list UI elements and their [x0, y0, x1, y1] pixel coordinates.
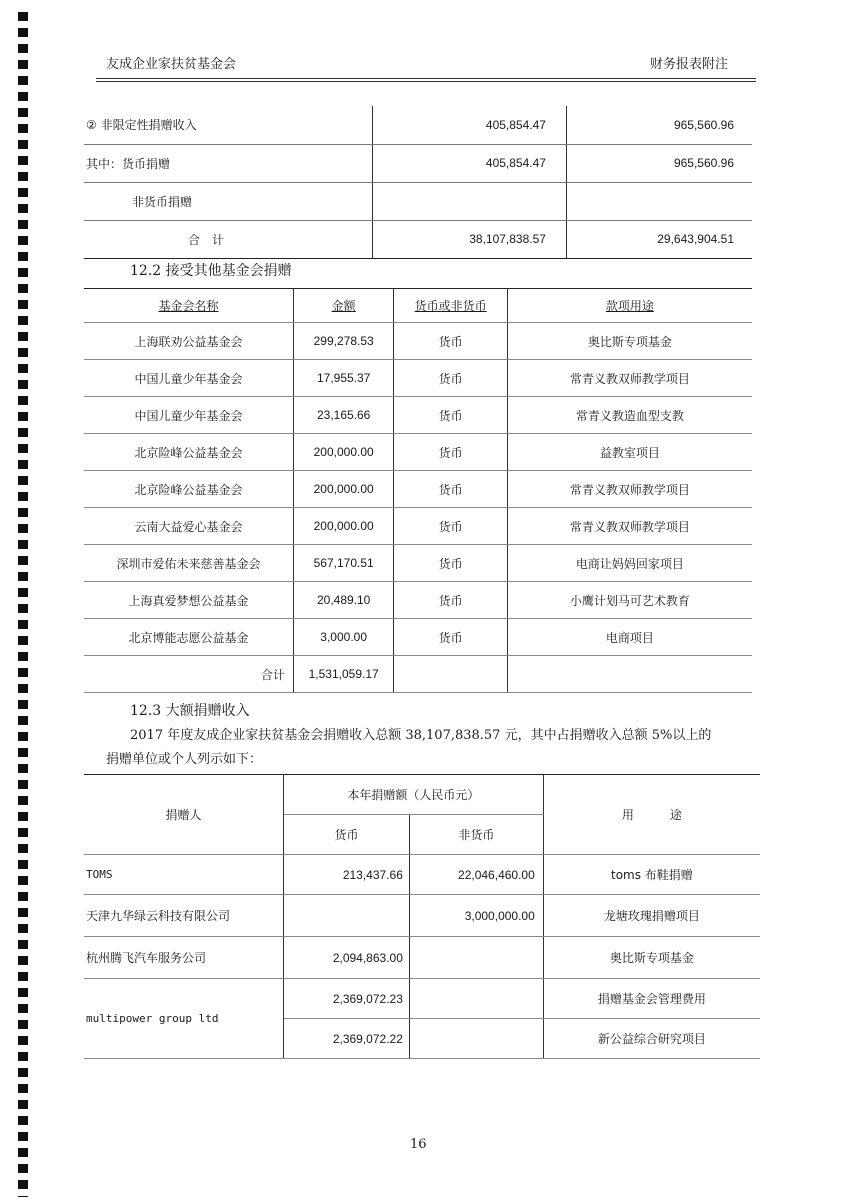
- current-amount: [373, 182, 567, 220]
- table-header-row: [84, 775, 760, 815]
- large-donations-table: [84, 774, 760, 1059]
- donor: 天津九华绿云科技有限公司: [84, 895, 284, 937]
- row-label: 合 计: [84, 220, 373, 258]
- amount: 200,000.00: [293, 471, 394, 508]
- foundation-name: 深圳市爱佑未来慈善基金会: [84, 545, 293, 582]
- previous-amount: 965,560.96: [566, 144, 752, 182]
- section-heading-12-3: 12.3 大额捐赠收入: [130, 703, 250, 719]
- table-row: [84, 508, 752, 545]
- cash-amount: 2,369,072.23: [284, 979, 410, 1019]
- noncash-amount: [409, 1019, 543, 1059]
- purpose: 奥比斯专项基金: [507, 323, 752, 360]
- current-amount: 405,854.47: [373, 106, 567, 144]
- table-header-row: [84, 289, 752, 323]
- donor: multipower group ltd: [84, 979, 284, 1059]
- header-amount: 本年捐赠额（人民币元）: [284, 775, 544, 815]
- table-row: [84, 434, 752, 471]
- header-amount: 金额: [293, 289, 394, 323]
- purpose: 常青义教造血型支教: [507, 397, 752, 434]
- donor: TOMS: [84, 855, 284, 895]
- header-purpose: 用 途: [543, 775, 760, 855]
- purpose: 常青义教双师教学项目: [507, 360, 752, 397]
- foundation-name: 北京险峰公益基金会: [84, 434, 293, 471]
- table-row: [84, 855, 760, 895]
- table-row: [84, 144, 752, 182]
- total-amount: 1,531,059.17: [293, 656, 394, 693]
- table-row: [84, 619, 752, 656]
- cash-amount: 2,369,072.22: [284, 1019, 410, 1059]
- purpose: 电商项目: [507, 619, 752, 656]
- purpose: 龙塘玫瑰捐赠项目: [543, 895, 760, 937]
- table-row: [84, 182, 752, 220]
- table-row: [84, 106, 752, 144]
- currency-type: 货币: [394, 471, 507, 508]
- previous-amount: 965,560.96: [566, 106, 752, 144]
- currency-type: 货币: [394, 508, 507, 545]
- purpose: 奥比斯专项基金: [543, 937, 760, 979]
- cash-amount: 2,094,863.00: [284, 937, 410, 979]
- currency-type: 货币: [394, 323, 507, 360]
- currency-type: 货币: [394, 397, 507, 434]
- total-label: 合计: [84, 656, 293, 693]
- table-row: [84, 323, 752, 360]
- previous-amount: [566, 182, 752, 220]
- noncash-amount: 3,000,000.00: [409, 895, 543, 937]
- cash-amount: [284, 895, 410, 937]
- currency-type: 货币: [394, 582, 507, 619]
- table-row: [84, 220, 752, 258]
- table-row: [84, 937, 760, 979]
- amount: 299,278.53: [293, 323, 394, 360]
- amount: 3,000.00: [293, 619, 394, 656]
- empty-cell: [394, 656, 507, 693]
- table-total-row: [84, 656, 752, 693]
- table-row: [84, 895, 760, 937]
- paragraph-line-2: 捐赠单位或个人列示如下：: [106, 752, 263, 767]
- current-amount: 38,107,838.57: [373, 220, 567, 258]
- table-row: [84, 471, 752, 508]
- foundation-name: 上海真爱梦想公益基金: [84, 582, 293, 619]
- purpose: 小鹰计划马可艺术教育: [507, 582, 752, 619]
- header-org: 友成企业家扶贫基金会: [106, 57, 237, 72]
- header-rule: [96, 78, 756, 79]
- header-cash: 货币: [284, 815, 410, 855]
- table-row: [84, 397, 752, 434]
- header-rule-2: [96, 81, 756, 82]
- binding-holes: [18, 12, 28, 1197]
- currency-type: 货币: [394, 360, 507, 397]
- header-noncash: 非货币: [409, 815, 543, 855]
- donor: 杭州腾飞汽车服务公司: [84, 937, 284, 979]
- table-row: [84, 979, 760, 1019]
- noncash-amount: [409, 937, 543, 979]
- purpose: 常青义教双师教学项目: [507, 508, 752, 545]
- cash-amount: 213,437.66: [284, 855, 410, 895]
- noncash-amount: [409, 979, 543, 1019]
- purpose: 电商让妈妈回家项目: [507, 545, 752, 582]
- row-label: 非货币捐赠: [84, 182, 373, 220]
- foundation-name: 中国儿童少年基金会: [84, 397, 293, 434]
- previous-amount: 29,643,904.51: [566, 220, 752, 258]
- purpose: 益教室项目: [507, 434, 752, 471]
- empty-cell: [507, 656, 752, 693]
- header-donor: 捐赠人: [84, 775, 284, 855]
- header-name: 基金会名称: [84, 289, 293, 323]
- table-row: [84, 545, 752, 582]
- donation-income-table: [84, 106, 752, 259]
- foundation-name: 云南大益爱心基金会: [84, 508, 293, 545]
- noncash-amount: 22,046,460.00: [409, 855, 543, 895]
- purpose: toms 布鞋捐赠: [543, 855, 760, 895]
- page-header: [0, 53, 848, 77]
- currency-type: 货币: [394, 434, 507, 471]
- row-label: 其中：货币捐赠: [84, 144, 373, 182]
- current-amount: 405,854.47: [373, 144, 567, 182]
- purpose: 常青义教双师教学项目: [507, 471, 752, 508]
- amount: 567,170.51: [293, 545, 394, 582]
- table-row: [84, 582, 752, 619]
- foundation-name: 北京博能志愿公益基金: [84, 619, 293, 656]
- amount: 20,489.10: [293, 582, 394, 619]
- amount: 200,000.00: [293, 434, 394, 471]
- header-purpose: 款项用途: [507, 289, 752, 323]
- foundation-name: 中国儿童少年基金会: [84, 360, 293, 397]
- header-type: 货币或非货币: [394, 289, 507, 323]
- amount: 200,000.00: [293, 508, 394, 545]
- foundation-name: 上海联劝公益基金会: [84, 323, 293, 360]
- table-row: [84, 360, 752, 397]
- amount: 23,165.66: [293, 397, 394, 434]
- purpose: 捐赠基金会管理费用: [543, 979, 760, 1019]
- currency-type: 货币: [394, 619, 507, 656]
- foundation-name: 北京险峰公益基金会: [84, 471, 293, 508]
- currency-type: 货币: [394, 545, 507, 582]
- page-number: 16: [410, 1137, 427, 1152]
- amount: 17,955.37: [293, 360, 394, 397]
- section-heading-12-2: 12.2 接受其他基金会捐赠: [130, 263, 292, 279]
- header-section: 财务报表附注: [650, 57, 729, 72]
- purpose: 新公益综合研究项目: [543, 1019, 760, 1059]
- paragraph-line-1: 2017 年度友成企业家扶贫基金会捐赠收入总额 38,107,838.57 元，其中占捐赠收入总额 5%以上的: [130, 728, 712, 743]
- row-label: ② 非限定性捐赠收入: [84, 106, 373, 144]
- other-foundation-donations-table: [84, 288, 752, 693]
